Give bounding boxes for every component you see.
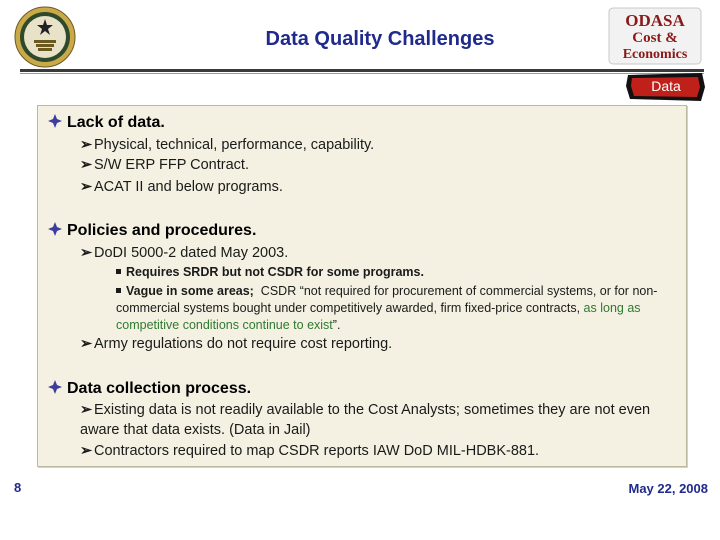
data-stamp-label: Data — [651, 78, 681, 94]
arrow-bullet-icon: ➢ — [80, 245, 93, 261]
sub-list-item-end: ”. — [332, 318, 341, 332]
sub-list-item-bold: Vague in some areas; — [126, 284, 254, 298]
square-bullet-icon — [116, 269, 121, 274]
sub-list-item-text: CSDR “not required for procurement of commercial systems, or for non-commercial systems bought under competitively awarded, firm fixed-price contracts, — [116, 284, 658, 315]
sub-list-item — [116, 283, 682, 334]
list-item — [80, 336, 392, 352]
diamond-bullet-icon — [48, 222, 62, 236]
section-heading-data-collection — [48, 380, 251, 398]
list-item — [80, 400, 670, 440]
arrow-bullet-icon: ➢ — [80, 179, 93, 195]
heading-text: Data collection process. — [67, 380, 252, 397]
list-item-text: Physical, technical, performance, capability. — [94, 137, 375, 153]
list-item-text: DoDI 5000-2 dated May 2003. — [94, 245, 289, 261]
list-item-text: Contractors required to map CSDR reports IAW DoD MIL-HDBK-881. — [94, 443, 540, 459]
page-title: Data Quality Challenges — [265, 28, 495, 50]
list-item — [80, 179, 283, 195]
logo-line-2: Cost & — [632, 30, 678, 46]
sub-list-item-text: Requires SRDR but not CSDR for some programs. — [126, 265, 424, 279]
seal-icon — [14, 6, 76, 68]
sub-list-item-highlight: as long as competitive conditions continue to exist — [116, 301, 641, 332]
square-bullet-icon — [116, 288, 121, 293]
list-item — [80, 443, 539, 459]
header-rule — [20, 69, 704, 72]
diamond-bullet-icon — [48, 380, 62, 394]
list-item-text: Army regulations do not require cost reporting. — [94, 336, 393, 352]
page-number: 8 — [14, 480, 22, 495]
arrow-bullet-icon: ➢ — [80, 402, 93, 418]
diamond-bullet-icon — [48, 114, 62, 128]
list-item-text: Existing data is not readily available to the Cost Analysts; sometimes they are not even aware that data exists. (Data in Jail) — [80, 402, 651, 438]
heading-text: Lack of data. — [67, 114, 165, 131]
section-heading-policies — [48, 222, 256, 240]
list-item-text: S/W ERP FFP Contract. — [94, 157, 249, 173]
arrow-bullet-icon: ➢ — [80, 157, 93, 173]
footer-date: May 22, 2008 — [628, 481, 708, 496]
header-rule-thin — [20, 73, 704, 74]
list-item — [80, 137, 374, 153]
odasa-logo — [607, 6, 703, 66]
logo-line-1: ODASA — [625, 11, 685, 30]
heading-text: Policies and procedures. — [67, 222, 257, 239]
logo-line-3: Economics — [622, 47, 688, 62]
arrow-bullet-icon: ➢ — [80, 443, 93, 459]
list-item — [80, 245, 288, 261]
arrow-bullet-icon: ➢ — [80, 137, 93, 153]
section-heading-lack-of-data — [48, 114, 165, 132]
list-item — [80, 157, 249, 173]
sub-list-item — [116, 264, 676, 281]
list-item-text: ACAT II and below programs. — [94, 179, 283, 195]
arrow-bullet-icon: ➢ — [80, 336, 93, 352]
